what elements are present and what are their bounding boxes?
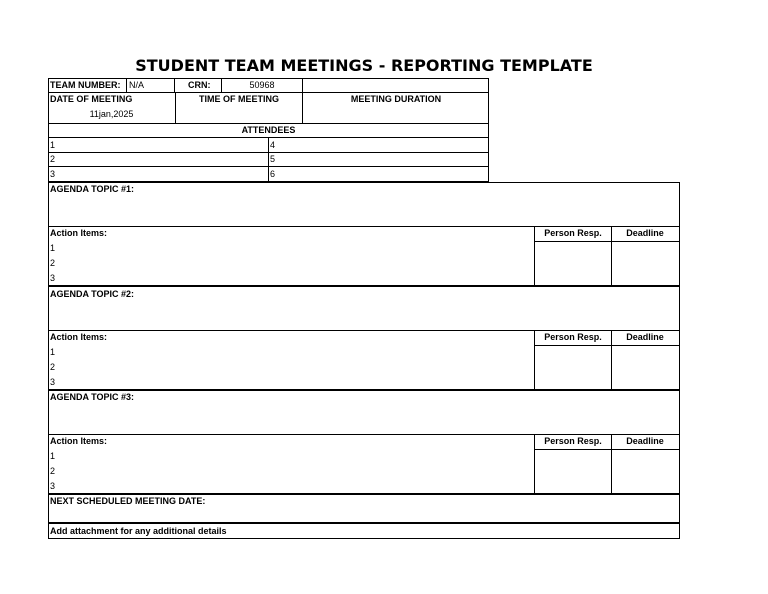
person-resp-label: Person Resp. [544, 228, 602, 238]
date-of-meeting-label: DATE OF MEETING [50, 94, 133, 104]
action-item-number[interactable]: 2 [50, 258, 56, 268]
date-of-meeting-value[interactable]: 11jan,2025 [89, 109, 134, 119]
deadline-label: Deadline [626, 228, 664, 238]
person-resp-label: Person Resp. [544, 436, 602, 446]
crn-value: 50968 [249, 80, 275, 90]
attendee-number[interactable]: 3 [50, 169, 56, 179]
attachment-note: Add attachment for any additional details [50, 526, 227, 536]
action-item-number[interactable]: 1 [50, 451, 56, 461]
next-meeting-label: NEXT SCHEDULED MEETING DATE: [50, 496, 206, 506]
person-resp-label: Person Resp. [544, 332, 602, 342]
action-item-number[interactable]: 2 [50, 362, 56, 372]
attendee-number[interactable]: 1 [50, 140, 56, 150]
attendee-number[interactable]: 2 [50, 154, 56, 164]
attendee-number[interactable]: 6 [270, 169, 276, 179]
page-title: STUDENT TEAM MEETINGS - REPORTING TEMPLATE [135, 56, 593, 75]
action-item-number[interactable]: 3 [50, 377, 56, 387]
attendees-label: ATTENDEES [241, 125, 296, 135]
team-number-value: N/A [129, 80, 145, 90]
team-number-label: TEAM NUMBER: [50, 80, 121, 90]
attendee-number[interactable]: 4 [270, 140, 276, 150]
action-items-label: Action Items: [50, 332, 108, 342]
action-items-label: Action Items: [50, 436, 108, 446]
agenda-topic-3-label: AGENDA TOPIC #3: [50, 392, 135, 402]
deadline-label: Deadline [626, 332, 664, 342]
action-items-label: Action Items: [50, 228, 108, 238]
crn-label: CRN: [188, 80, 211, 90]
deadline-label: Deadline [626, 436, 664, 446]
agenda-topic-2-label: AGENDA TOPIC #2: [50, 289, 135, 299]
meeting-duration-label: MEETING DURATION [350, 94, 442, 104]
action-item-number[interactable]: 1 [50, 347, 56, 357]
action-item-number[interactable]: 3 [50, 273, 56, 283]
time-of-meeting-label: TIME OF MEETING [199, 94, 279, 104]
action-item-number[interactable]: 2 [50, 466, 56, 476]
action-item-number[interactable]: 1 [50, 243, 56, 253]
attendee-divider [268, 138, 269, 182]
action-item-number[interactable]: 3 [50, 481, 56, 491]
attendee-number[interactable]: 5 [270, 154, 276, 164]
agenda-topic-1-label: AGENDA TOPIC #1: [50, 184, 135, 194]
